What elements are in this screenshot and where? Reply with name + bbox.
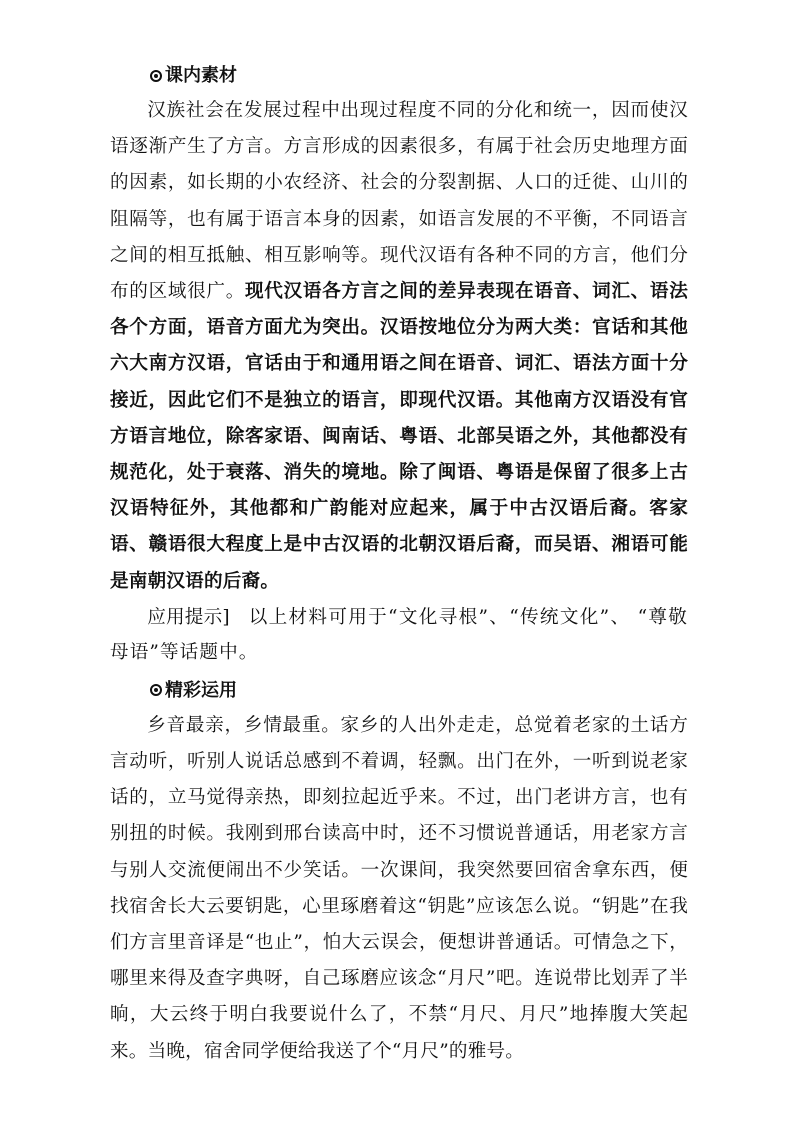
usage-paragraph: 乡音最亲，乡情最重。家乡的人出外走走，总觉着老家的土话方言动听，听别人说话总感到不着调，轻飘。出门在外，一听到说老家话的，立马觉得亲热，即刻拉起近乎来。不过，出门老讲方言，也有别扭的时候。我刚到邢台读高中时，还不习惯说普通话，用老家方言与别人交流便闹出不少笑话。一次课间，我突然要回宿舍拿东西，便找宿舍长大云要钥匙，心里琢磨着这“钥匙”应该怎么说。“钥匙”在我们方言里音译是“也止”，怕大云误会，便想讲普通话。可情急之下，哪里来得及查字典呀，自己琢磨应该念“月尺”吧。连说带比划弄了半晌，大云终于明白我要说什么了，不禁“月尺、月尺”地捧腹大笑起来。当晚，宿舍同学便给我送了个“月尺”的雅号。	[110, 714, 688, 1062]
tip-text: 以上材料可用于“文化寻根”、“传统文化”、 “尊敬母语”等话题中。	[110, 606, 688, 664]
application-tip	[110, 600, 688, 671]
document-page	[110, 58, 688, 1070]
section-heading-usage	[150, 673, 688, 708]
section-heading-materials	[150, 58, 688, 93]
section-heading-label: 课内素材	[165, 65, 237, 86]
circle-bullet-icon	[150, 70, 162, 82]
materials-text-normal: 汉族社会在发展过程中出现过程度不同的分化和统一，因而使汉语逐渐产生了方言。方言形成的因素很多，有属于社会历史地理方面的因素，如长期的小农经济、社会的分裂割据、人口的迁徙、山川的阻隔等，也有属于语言本身的因素，如语言发展的不平衡，不同语言之间的相互抵触、相互影响等。现代汉语有各种不同的方言，他们分布的区域很广。	[110, 100, 688, 303]
section-heading-label: 精彩运用	[165, 679, 237, 701]
materials-paragraph	[110, 93, 688, 600]
tip-label: 应用提示]	[147, 606, 230, 628]
materials-text-bold: 现代汉语各方言之间的差异表现在语音、词汇、语法各个方面，语音方面尤为突出。汉语按地位分为两大类：官话和其他六大南方汉语，官话由于和通用语之间在语音、词汇、语法方面十分接近，因此它们不是独立的语言，即现代汉语。其他南方汉语没有官方语言地位，除客家语、闽南话、粤语、北部吴语之外，其他都没有规范化，处于衰落、消失的境地。除了闽语、粤语是保留了很多上古汉语特征外，其他都和广韵能对应起来，属于中古汉语后裔。客家语、赣语很大程度上是中古汉语的北朝汉语后裔，而吴语、湘语可能是南朝汉语的后裔。	[110, 281, 688, 592]
circle-bullet-icon	[150, 684, 162, 696]
